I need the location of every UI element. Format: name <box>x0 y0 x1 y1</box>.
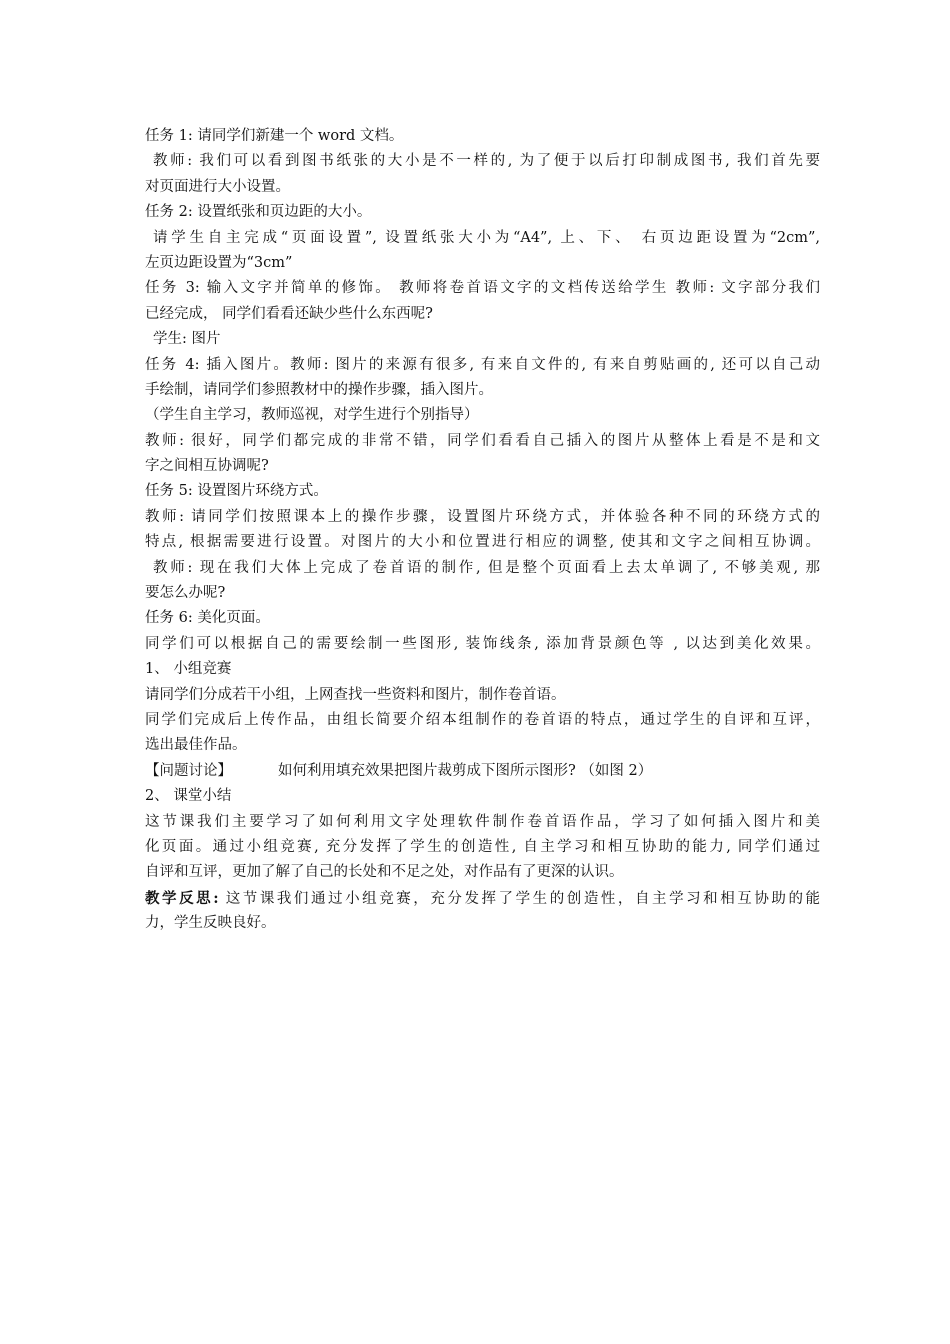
text-line: （学生自主学习，教师巡视，对学生进行个别指导） <box>145 407 479 424</box>
text-line: 同学们可以根据自己的需要绘制一些图形, 装饰线条, 添加背景颜色等 , 以达到美化效果。 <box>145 635 820 652</box>
text-line: 任务 4: 插入图片。教师: 图片的来源有很多, 有来自文件的, 有来自剪贴画的, 还可以自己动 <box>145 356 820 373</box>
discussion-line <box>145 759 820 784</box>
discussion-text: 如何利用填充效果把图片裁剪成下图所示图形? （如图 2） <box>278 762 653 779</box>
reflection-text: 这节课我们通过小组竞赛，充分发挥了学生的创造性，自主学习和相互协助的能 <box>218 890 820 907</box>
text-line: 请学生自主完成“页面设置”, 设置纸张大小为“A4”, 上、下、 右页边距设置为“2cm”, <box>153 229 820 246</box>
text-line: 特点, 根据需要进行设置。对图片的大小和位置进行相应的调整, 使其和文字之间相互协调。 <box>145 534 820 551</box>
lesson-steps <box>145 124 820 759</box>
text-line: 1、 小组竞赛 <box>145 661 232 678</box>
lesson-summary <box>145 784 820 886</box>
text-line: 手绘制，请同学们参照教材中的操作步骤，插入图片。 <box>145 381 493 398</box>
document-body <box>145 124 820 937</box>
text-line: 学生: 图片 <box>153 331 221 348</box>
reflection-label: 教学反思: <box>145 889 219 907</box>
text-line: 自评和互评，更加了解了自己的长处和不足之处，对作品有了更深的认识。 <box>145 864 624 881</box>
text-line: 请同学们分成若干小组，上网查找一些资料和图片，制作卷首语。 <box>145 686 566 703</box>
text-line: 任务 6: 美化页面。 <box>145 610 270 627</box>
text-line: 选出最佳作品。 <box>145 737 247 754</box>
text-line: 这节课我们主要学习了如何利用文字处理软件制作卷首语作品，学习了如何插入图片和美 <box>145 813 820 830</box>
discussion-label: 【问题讨论】 <box>145 762 232 779</box>
text-line: 教师: 很好，同学们都完成的非常不错，同学们看看自己插入的图片从整体上看是不是和文 <box>145 432 820 449</box>
text-line: 化页面。通过小组竞赛, 充分发挥了学生的创造性, 自主学习和相互协助的能力, 同学们通过 <box>145 838 820 855</box>
text-line: 教师: 现在我们大体上完成了卷首语的制作, 但是整个页面看上去太单调了, 不够美观, 那 <box>153 559 820 576</box>
text-line: 教师: 我们可以看到图书纸张的大小是不一样的, 为了便于以后打印制成图书, 我们首先要 <box>153 153 820 170</box>
reflection-continued: 力，学生反映良好。 <box>145 915 276 932</box>
text-line: 字之间相互协调呢? <box>145 458 269 475</box>
text-line: 左页边距设置为“3cm” <box>145 254 293 271</box>
text-line: 已经完成， 同学们看看还缺少些什么东西呢? <box>145 305 433 322</box>
text-line: 教师: 请同学们按照课本上的操作步骤，设置图片环绕方式，并体验各种不同的环绕方式的 <box>145 508 820 525</box>
text-line: 任务 5: 设置图片环绕方式。 <box>145 483 328 500</box>
text-line: 任务 3: 输入文字并简单的修饰。 教师将卷首语文字的文档传送给学生 教师: 文字部分我们 <box>145 280 820 297</box>
text-line: 任务 2: 设置纸张和页边距的大小。 <box>145 204 372 221</box>
text-line: 2、 课堂小结 <box>145 788 232 805</box>
text-line: 对页面进行大小设置。 <box>145 178 290 195</box>
text-line: 同学们完成后上传作品，由组长简要介绍本组制作的卷首语的特点，通过学生的自评和互评， <box>145 711 820 728</box>
text-line: 要怎么办呢? <box>145 585 226 602</box>
text-line: 任务 1: 请同学们新建一个 word 文档。 <box>145 128 404 144</box>
reflection-line <box>145 886 820 911</box>
